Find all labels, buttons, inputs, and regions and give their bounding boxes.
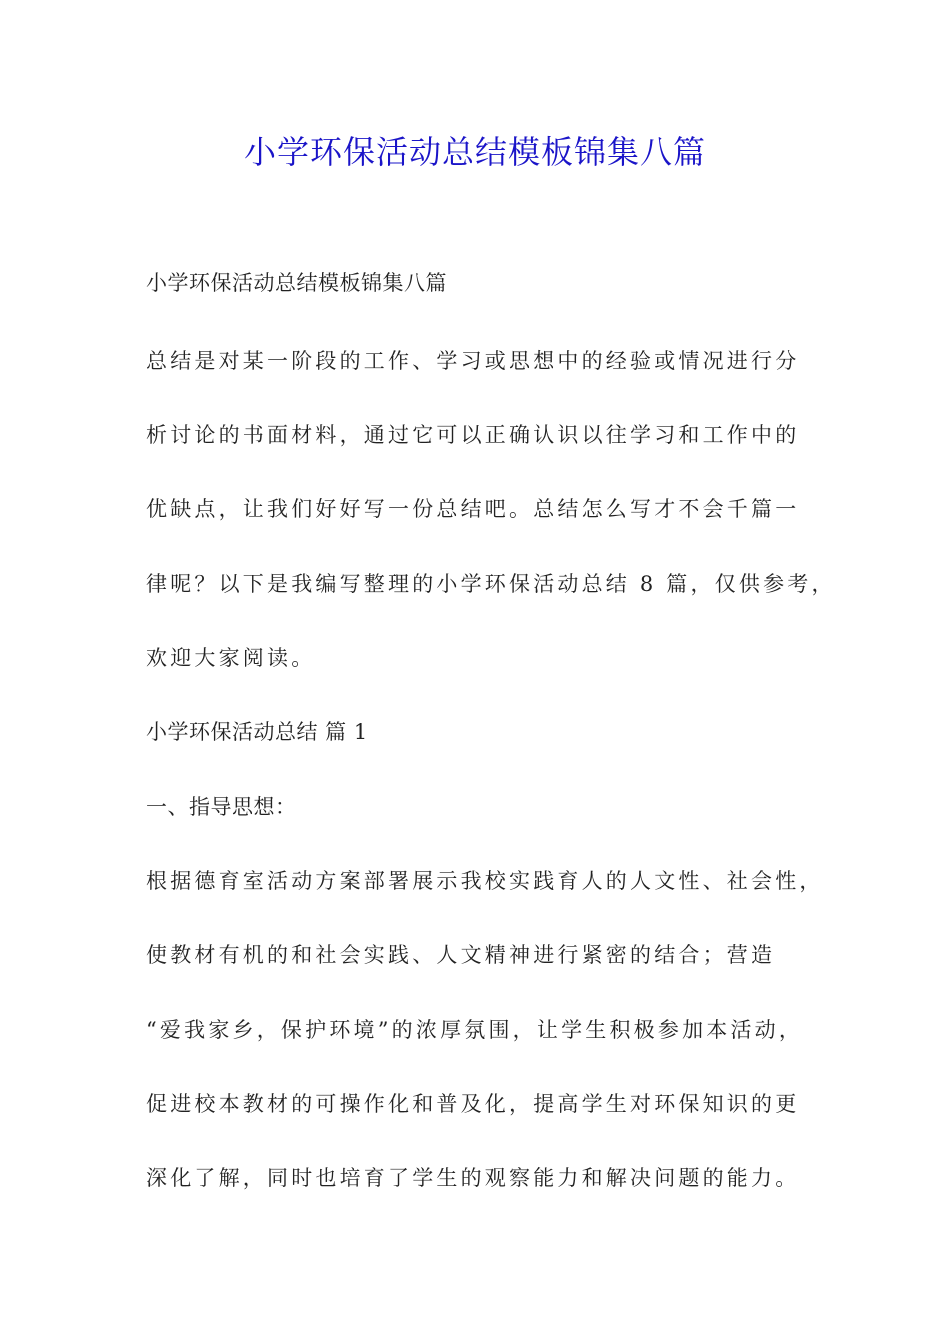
text-line: 促进校本教材的可操作化和普及化，提高学生对环保知识的更	[146, 1092, 800, 1116]
text-line: 析讨论的书面材料，通过它可以正确认识以往学习和工作中的	[146, 423, 800, 447]
text-line: 欢迎大家阅读。	[146, 646, 316, 670]
section-heading: 小学环保活动总结 篇 1	[146, 720, 368, 744]
subsection-heading: 一、指导思想：	[146, 795, 297, 819]
text-line: 使教材有机的和社会实践、人文精神进行紧密的结合；营造	[146, 943, 776, 967]
text-line: 律呢？以下是我编写整理的小学环保活动总结 8 篇，仅供参考，	[146, 572, 836, 596]
text-line: 优缺点，让我们好好写一份总结吧。总结怎么写才不会千篇一	[146, 497, 800, 521]
text-line-subtitle: 小学环保活动总结模板锦集八篇	[146, 271, 447, 295]
text-line: “爱我家乡，保护环境”的浓厚氛围，让学生积极参加本活动，	[146, 1018, 804, 1042]
text-line: 根据德育室活动方案部署展示我校实践育人的人文性、社会性，	[146, 869, 824, 893]
text-line: 深化了解，同时也培育了学生的观察能力和解决问题的能力。	[146, 1166, 800, 1190]
document-title: 小学环保活动总结模板锦集八篇	[243, 133, 706, 171]
text-line: 总结是对某一阶段的工作、学习或思想中的经验或情况进行分	[146, 349, 800, 373]
